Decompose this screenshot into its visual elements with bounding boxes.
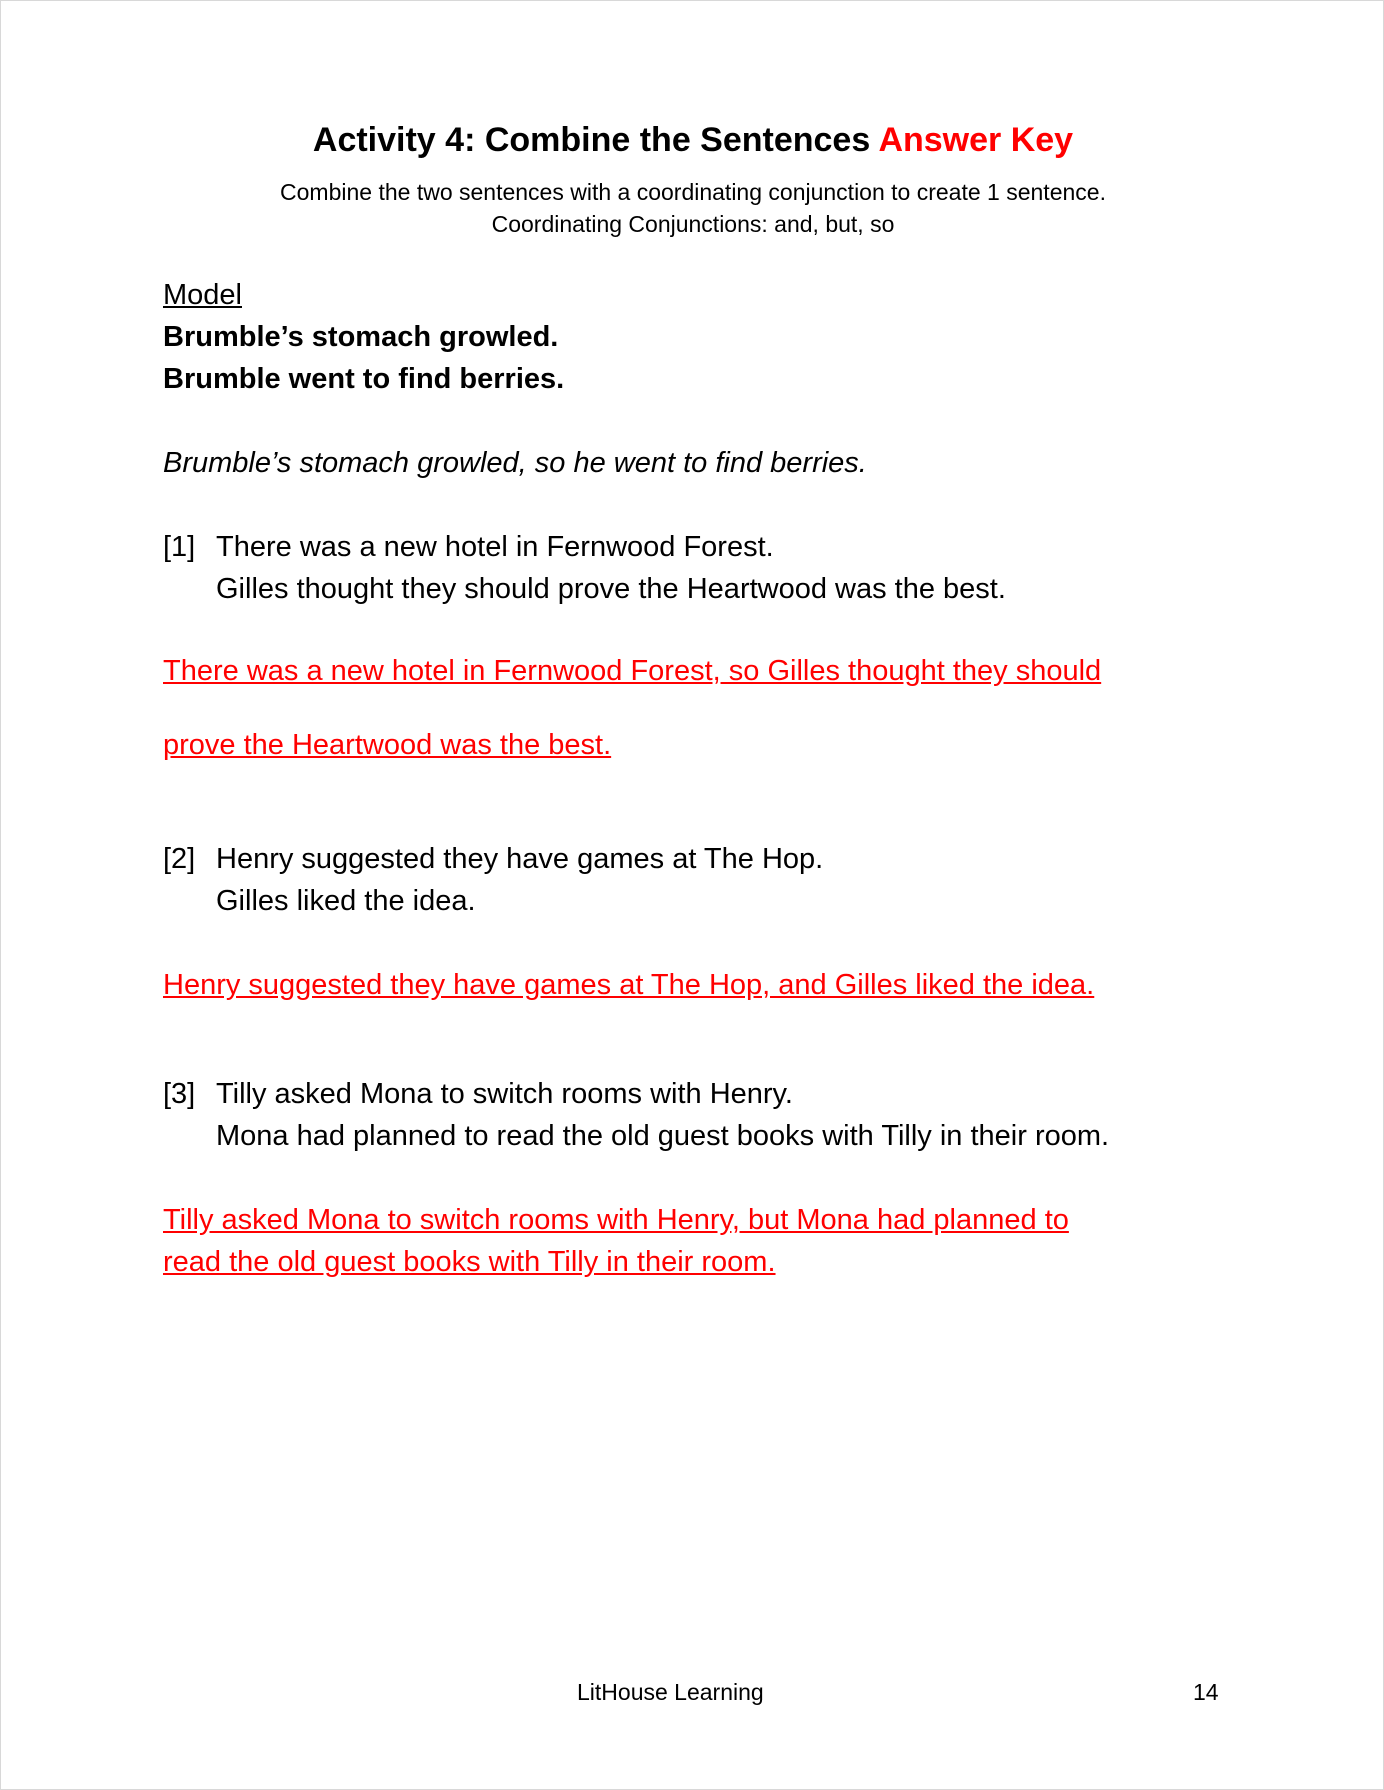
item-3-sentence-1: Tilly asked Mona to switch rooms with Henry.: [216, 1078, 793, 1110]
instruction-line-1: Combine the two sentences with a coordinating conjunction to create 1 sentence.: [280, 179, 1106, 205]
item-1-sentence-1: There was a new hotel in Fernwood Forest.: [216, 531, 774, 563]
item-3-answer-line-1: Tilly asked Mona to switch rooms with Henry, but Mona had planned to: [163, 1204, 1069, 1236]
item-3-sentence-2: Mona had planned to read the old guest books with Tilly in their room.: [216, 1120, 1110, 1152]
page-number: 14: [1193, 1679, 1219, 1705]
model-label: Model: [163, 279, 242, 311]
page-title: [1, 121, 1384, 160]
item-number: [1]: [163, 531, 196, 563]
item-2-answer-line-1: Henry suggested they have games at The Hop, and Gilles liked the idea.: [163, 969, 1095, 1001]
item-1-answer-line-2: prove the Heartwood was the best.: [163, 729, 612, 761]
item-1-answer-line-1: There was a new hotel in Fernwood Forest, so Gilles thought they should: [163, 655, 1102, 687]
item-number: [3]: [163, 1078, 196, 1110]
model-sentence-1: Brumble’s stomach growled.: [163, 321, 559, 353]
item-number: [2]: [163, 843, 196, 875]
title-text: Activity 4: Combine the Sentences: [312, 121, 871, 159]
model-sentence-2: Brumble went to find berries.: [163, 363, 565, 395]
model-combined: Brumble’s stomach growled, so he went to find berries.: [163, 447, 867, 479]
footer-publisher: LitHouse Learning: [577, 1679, 764, 1705]
item-3-answer-line-2: read the old guest books with Tilly in their room.: [163, 1246, 776, 1278]
answer-key-label: Answer Key: [878, 121, 1074, 159]
item-1-sentence-2: Gilles thought they should prove the Heartwood was the best.: [216, 573, 1006, 605]
item-2-sentence-2: Gilles liked the idea.: [216, 885, 476, 917]
item-2-sentence-1: Henry suggested they have games at The Hop.: [216, 843, 824, 875]
instruction-line-2: Coordinating Conjunctions: and, but, so: [491, 211, 895, 237]
